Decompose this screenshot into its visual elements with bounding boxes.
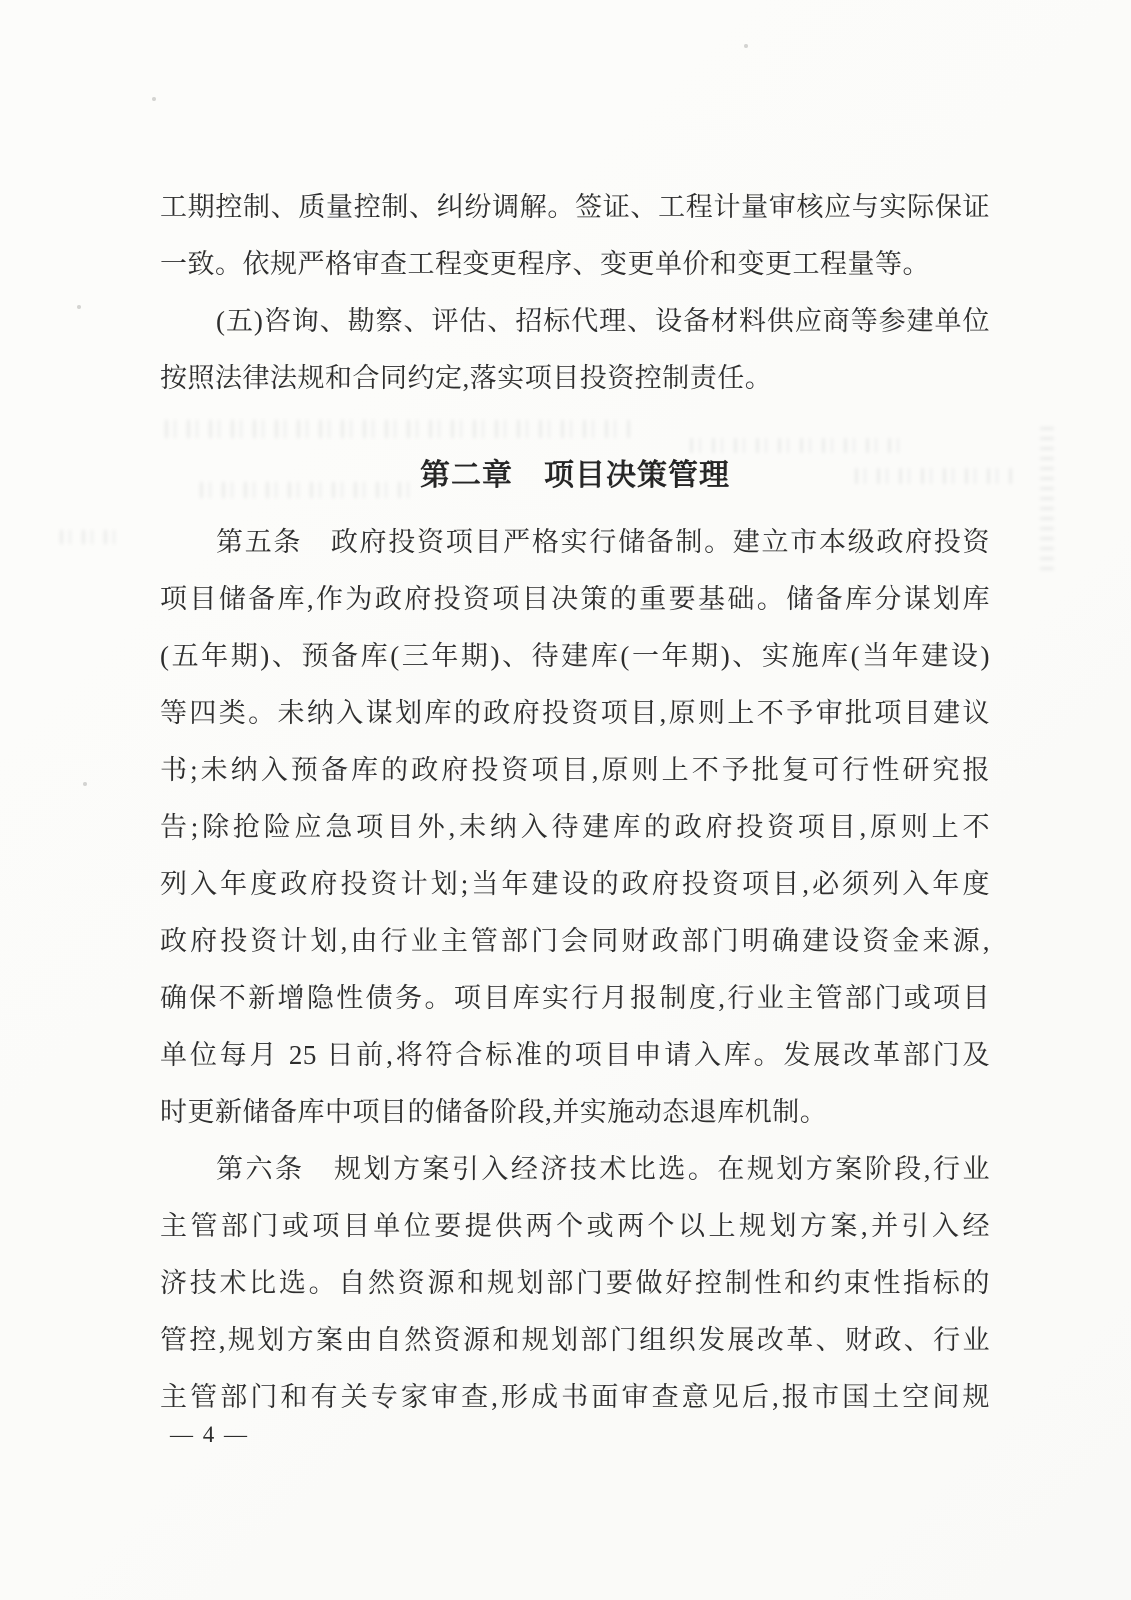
chapter-heading: 第二章 项目决策管理 (420, 459, 730, 492)
scan-speck (152, 97, 156, 101)
text-line: 一致。依规严格审查工程变更程序、变更单价和变更工程量等。 (160, 249, 930, 279)
scan-speck (744, 44, 748, 48)
scan-speck (83, 782, 87, 786)
text-line: 确保不新增隐性债务。项目库实行月报制度,行业主管部门或项目 (160, 983, 990, 1013)
paragraph-article-6 (160, 1141, 990, 1426)
text-line: 按照法律法规和合同约定,落实项目投资控制责任。 (160, 363, 773, 393)
bleed-through-mark (1040, 420, 1054, 570)
page-number: — 4 — (170, 1422, 249, 1447)
text-line: (五年期)、预备库(三年期)、待建库(一年期)、实施库(当年建设) (160, 641, 990, 671)
text-line: 工期控制、质量控制、纠纷调解。签证、工程计量审核应与实际保证 (160, 192, 990, 222)
text-line: 项目储备库,作为政府投资项目决策的重要基础。储备库分谋划库 (160, 584, 990, 614)
text-line: 济技术比选。自然资源和规划部门要做好控制性和约束性指标的 (160, 1268, 990, 1298)
text-line: 主管部门和有关专家审查,形成书面审查意见后,报市国土空间规 (160, 1382, 990, 1412)
text-line: 告;除抢险应急项目外,未纳入待建库的政府投资项目,原则上不 (160, 812, 990, 842)
bleed-through-mark (60, 530, 120, 544)
text-line: 第五条 政府投资项目严格实行储备制。建立市本级政府投资 (216, 527, 990, 557)
text-line: 列入年度政府投资计划;当年建设的政府投资项目,必须列入年度 (160, 869, 990, 899)
text-line: 书;未纳入预备库的政府投资项目,原则上不予批复可行性研究报 (160, 755, 990, 785)
paragraph (160, 293, 990, 407)
text-column (160, 179, 990, 1426)
text-line: 主管部门或项目单位要提供两个或两个以上规划方案,并引入经 (160, 1211, 990, 1241)
text-line: 单位每月 25 日前,将符合标准的项目申请入库。发展改革部门及 (160, 1040, 990, 1070)
text-line: 政府投资计划,由行业主管部门会同财政部门明确建设资金来源, (160, 926, 990, 956)
text-line: 第六条 规划方案引入经济技术比选。在规划方案阶段,行业 (216, 1154, 990, 1184)
text-line: 时更新储备库中项目的储备阶段,并实施动态退库机制。 (160, 1097, 828, 1127)
text-line: 等四类。未纳入谋划库的政府投资项目,原则上不予审批项目建议 (160, 698, 990, 728)
paragraph (160, 179, 990, 293)
scan-speck (77, 305, 81, 309)
paragraph-article-5 (160, 514, 990, 1141)
text-line: (五)咨询、勘察、评估、招标代理、设备材料供应商等参建单位 (216, 306, 990, 336)
text-line: 管控,规划方案由自然资源和规划部门组织发展改革、财政、行业 (160, 1325, 990, 1355)
